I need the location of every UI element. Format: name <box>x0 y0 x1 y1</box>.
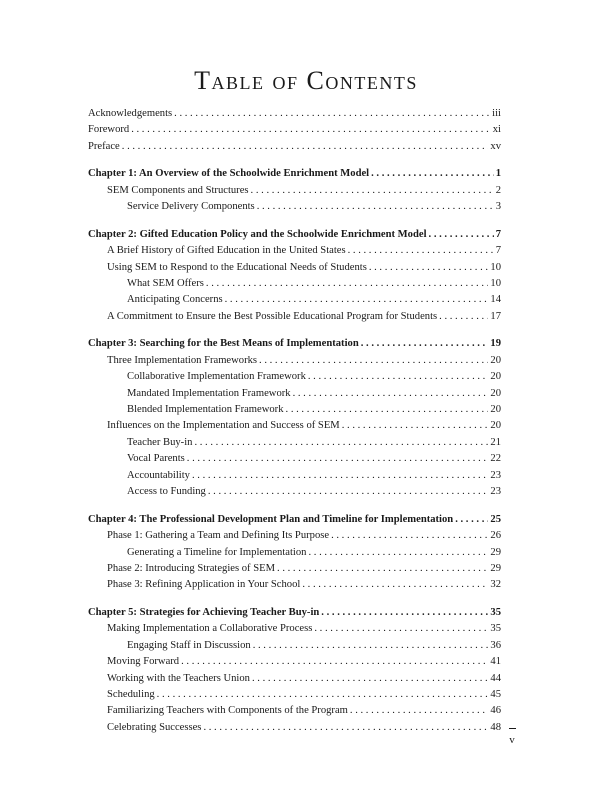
toc-entry-label: Three Implementation Frameworks <box>107 354 258 366</box>
toc-entry-page: 48 <box>490 721 501 733</box>
toc-entry-label: Service Delivery Components <box>127 201 255 213</box>
toc-dot-leader <box>225 292 489 308</box>
toc-entry[interactable] <box>88 545 501 561</box>
toc-entry[interactable] <box>88 654 501 670</box>
toc-dot-leader <box>203 720 488 736</box>
toc-entry-label: Making Implementation a Collaborative Process <box>107 623 313 635</box>
toc-entry-label: Working with the Teachers Union <box>107 672 250 684</box>
toc-entry[interactable] <box>88 139 501 155</box>
toc-entry-page: 46 <box>490 705 501 717</box>
toc-entry[interactable] <box>88 435 501 451</box>
toc-entry-page: 36 <box>490 639 501 651</box>
toc-dot-leader <box>259 353 488 369</box>
toc-entry-page: 41 <box>490 656 501 668</box>
toc-entry-label: Influences on the Implementation and Success of SEM <box>107 420 340 432</box>
toc-entry[interactable] <box>88 687 501 703</box>
toc-entry[interactable] <box>88 243 501 259</box>
toc-entry-label: What SEM Offers <box>127 277 204 289</box>
toc-entry[interactable] <box>88 703 501 719</box>
toc-entry-page: 23 <box>490 486 501 498</box>
toc-entry-page: 10 <box>490 261 501 273</box>
toc-dot-leader <box>361 336 489 352</box>
toc-entry[interactable] <box>88 292 501 308</box>
toc-entry-label: Access to Funding <box>127 486 206 498</box>
toc-entry-page: 7 <box>495 228 501 240</box>
toc-entry[interactable] <box>88 484 501 500</box>
toc-chapter-entry[interactable] <box>88 227 501 243</box>
toc-dot-leader <box>257 199 494 215</box>
toc-entry-label: Blended Implementation Framework <box>127 404 284 415</box>
toc-entry-label: Phase 1: Gathering a Team and Defining Its Purpose <box>107 530 330 542</box>
toc-entry[interactable] <box>88 353 501 369</box>
toc-entry-label: Acknowledgements <box>88 108 173 119</box>
toc-dot-leader <box>342 418 489 434</box>
toc-entry[interactable] <box>88 468 501 484</box>
toc-entry-label: Mandated Implementation Framework <box>127 387 291 399</box>
toc-entry-label: Familiarizing Teachers with Components of the Program <box>107 705 348 717</box>
toc-entry-page: 20 <box>490 354 501 366</box>
toc-dot-leader <box>187 451 489 467</box>
toc-chapter-entry[interactable] <box>88 605 501 621</box>
toc-dot-leader <box>277 561 488 577</box>
toc-entry[interactable] <box>88 183 501 199</box>
toc-entry-label: Accountability <box>127 469 190 481</box>
toc-entry-page: 3 <box>495 201 501 213</box>
toc-entry-page: 1 <box>495 168 501 180</box>
page-number: v <box>509 734 515 746</box>
toc-entry-label: Engaging Staff in Discussion <box>127 639 251 651</box>
toc-entry-page: 2 <box>495 184 501 196</box>
toc-dot-leader <box>369 260 489 276</box>
toc-entry-label: Vocal Parents <box>127 453 185 465</box>
toc-entry-label: Collaborative Implementation Framework <box>127 371 306 383</box>
toc-entry-label: SEM Components and Structures <box>107 184 249 196</box>
toc-entry-page: 20 <box>490 420 501 432</box>
toc-entry-page: xv <box>490 140 501 152</box>
toc-dot-leader <box>252 671 488 687</box>
toc-entry-page: 29 <box>490 546 501 558</box>
toc-dot-leader <box>192 468 488 484</box>
page-title: Table of Contents <box>194 66 418 95</box>
toc-dot-leader <box>455 512 488 528</box>
toc-dot-leader <box>439 309 488 325</box>
toc-entry[interactable] <box>88 621 501 637</box>
toc-dot-leader <box>302 577 488 593</box>
toc-entry[interactable] <box>88 561 501 577</box>
toc-entry-label: Celebrating Successes <box>107 721 202 733</box>
toc-dot-leader <box>321 605 488 621</box>
toc-entry-page: 21 <box>490 436 501 448</box>
toc-entry-page: 35 <box>490 623 501 635</box>
toc-dot-leader <box>174 106 490 122</box>
toc-entry-label: Teacher Buy-in <box>127 436 193 448</box>
toc-entry[interactable] <box>88 106 501 122</box>
toc-chapter-entry[interactable] <box>88 166 501 182</box>
section-gap <box>88 594 501 605</box>
toc-entry-label: Chapter 4: The Professional Development Plan and Timeline for Implementation <box>88 513 454 525</box>
toc-entry-page: iii <box>492 108 501 119</box>
toc-dot-leader <box>253 638 489 654</box>
toc-entry[interactable] <box>88 671 501 687</box>
toc-entry-label: Moving Forward <box>107 656 180 668</box>
toc-entry-page: 45 <box>490 689 501 700</box>
toc-dot-leader <box>308 545 488 561</box>
toc-dot-leader <box>348 243 494 259</box>
section-gap <box>88 216 501 227</box>
table-of-contents <box>88 106 501 736</box>
toc-entry-page: xi <box>492 124 501 136</box>
section-gap <box>88 155 501 166</box>
toc-dot-leader <box>122 139 489 155</box>
toc-entry-page: 22 <box>490 453 501 465</box>
toc-entry-label: Chapter 3: Searching for the Best Means of Implementation <box>88 338 359 350</box>
toc-dot-leader <box>371 166 494 182</box>
toc-entry[interactable] <box>88 451 501 467</box>
toc-entry-page: 14 <box>490 294 501 306</box>
toc-dot-leader <box>181 654 488 670</box>
toc-entry-label: Chapter 5: Strategies for Achieving Teacher Buy-in <box>88 606 320 618</box>
toc-entry-page: 20 <box>490 387 501 399</box>
toc-entry-page: 17 <box>490 310 501 322</box>
toc-dot-leader <box>194 435 488 451</box>
toc-entry-page: 35 <box>490 606 501 618</box>
toc-dot-leader <box>293 386 489 402</box>
toc-entry[interactable] <box>88 577 501 593</box>
toc-entry-page: 44 <box>490 672 501 684</box>
toc-entry-page: 20 <box>490 371 501 383</box>
toc-entry[interactable] <box>88 528 501 544</box>
toc-entry-label: Chapter 2: Gifted Education Policy and the Schoolwide Enrichment Model <box>88 228 427 240</box>
toc-dot-leader <box>286 402 489 418</box>
toc-dot-leader <box>429 227 494 243</box>
page-number-rule <box>509 728 516 729</box>
toc-entry-label: A Commitment to Ensure the Best Possible Educational Program for Students <box>107 310 438 322</box>
toc-chapter-entry[interactable] <box>88 336 501 352</box>
section-gap <box>88 501 501 512</box>
toc-entry-label: Phase 3: Refining Application in Your School <box>107 579 301 591</box>
toc-chapter-entry[interactable] <box>88 512 501 528</box>
toc-entry-page: 26 <box>490 530 501 542</box>
toc-entry[interactable] <box>88 402 501 418</box>
toc-entry-label: A Brief History of Gifted Education in the United States <box>107 245 346 257</box>
section-gap <box>88 325 501 336</box>
toc-dot-leader <box>350 703 489 719</box>
toc-entry-page: 25 <box>490 513 501 525</box>
toc-entry-page: 19 <box>490 338 501 350</box>
toc-dot-leader <box>251 183 494 199</box>
toc-entry[interactable] <box>88 276 501 292</box>
toc-entry-label: Scheduling <box>107 689 155 700</box>
toc-dot-leader <box>314 621 488 637</box>
toc-entry[interactable] <box>88 720 501 736</box>
toc-dot-leader <box>206 276 489 292</box>
toc-entry[interactable] <box>88 309 501 325</box>
toc-entry-page: 20 <box>490 404 501 415</box>
toc-dot-leader <box>131 122 491 138</box>
toc-dot-leader <box>331 528 488 544</box>
toc-entry-label: Preface <box>88 140 120 152</box>
toc-entry-label: Using SEM to Respond to the Educational Needs of Students <box>107 261 367 273</box>
toc-dot-leader <box>308 369 489 385</box>
toc-entry[interactable] <box>88 260 501 276</box>
toc-entry[interactable] <box>88 369 501 385</box>
toc-entry-page: 10 <box>490 277 501 289</box>
toc-dot-leader <box>157 687 489 703</box>
toc-entry-page: 32 <box>490 579 501 591</box>
toc-entry-label: Phase 2: Introducing Strategies of SEM <box>107 562 276 574</box>
toc-entry-label: Foreword <box>88 124 130 136</box>
toc-entry-page: 7 <box>495 245 501 257</box>
toc-entry-page: 23 <box>490 469 501 481</box>
page-number-block <box>506 728 518 746</box>
toc-entry[interactable] <box>88 418 501 434</box>
toc-entry-label: Generating a Timeline for Implementation <box>127 546 307 558</box>
toc-entry-label: Anticipating Concerns <box>127 294 223 306</box>
toc-entry[interactable] <box>88 122 501 138</box>
toc-dot-leader <box>208 484 489 500</box>
toc-entry[interactable] <box>88 638 501 654</box>
toc-entry[interactable] <box>88 199 501 215</box>
toc-entry-label: Chapter 1: An Overview of the Schoolwide Enrichment Model <box>88 168 370 180</box>
toc-entry-page: 29 <box>490 562 501 574</box>
toc-entry[interactable] <box>88 386 501 402</box>
